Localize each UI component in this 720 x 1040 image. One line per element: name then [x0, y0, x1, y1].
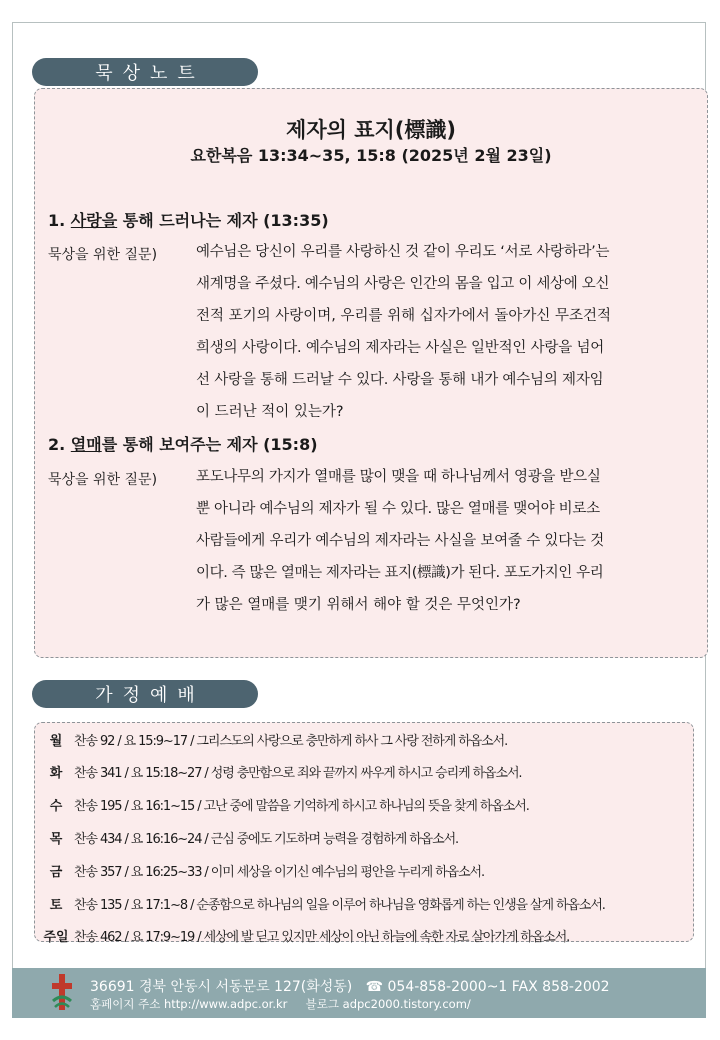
worship-row: [38, 730, 507, 749]
worship-day: 수: [49, 799, 63, 814]
church-address: 36691 경북 안동시 서동문로 127(화성동): [90, 979, 353, 995]
worship-text: 찬송 357 / 요 16:25~33 / 이미 세상을 이기신 예수님의 평안을 누리게 하옵소서.: [74, 865, 485, 880]
point-1-number: 1.: [48, 211, 66, 230]
paragraph-line: 예수님은 당신이 우리를 사랑하신 것 같이 우리도 ‘서로 사랑하라’는: [196, 244, 610, 260]
point-1-title-rest: 통해 드러나는 제자 (13:35): [117, 211, 329, 230]
worship-row: [38, 762, 521, 781]
point-2-keyword: 열매: [70, 435, 102, 454]
worship-row: [38, 861, 484, 880]
worship-row: [38, 795, 529, 814]
worship-section-header: [32, 680, 258, 708]
worship-text: 찬송 195 / 요 16:1~15 / 고난 중에 말씀을 기억하게 하시고 하나님의 뜻을 찾게 하옵소서.: [74, 799, 529, 814]
footer-web-line: [90, 996, 471, 1012]
meditation-header-label: 묵상노트: [95, 63, 205, 84]
point-2-number: 2.: [48, 435, 66, 454]
worship-text: 찬송 341 / 요 15:18~27 / 성령 충만함으로 죄와 끝까지 싸우게 하시고 승리케 하옵소서.: [74, 766, 522, 781]
paragraph-line: 선 사랑을 통해 드러날 수 있다. 사랑을 통해 내가 예수님의 제자임: [196, 372, 604, 388]
worship-row: [38, 926, 569, 945]
scripture-reference: 요한복음 13:34~35, 15:8 (2025년 2월 23일): [190, 146, 552, 165]
worship-text: 찬송 434 / 요 16:16~24 / 근심 중에도 기도하며 능력을 경험하게 하옵소서.: [74, 832, 459, 847]
point-2-paragraph: [196, 467, 692, 627]
worship-row: [38, 894, 605, 913]
church-phone: ☎ 054-858-2000~1 FAX 858-2002: [365, 979, 610, 995]
worship-header-label: 가정예배: [95, 685, 205, 706]
worship-day: 화: [49, 766, 63, 781]
worship-day: 주일: [43, 930, 69, 945]
homepage-link[interactable]: 홈페이지 주소 http://www.adpc.or.kr: [90, 997, 288, 1011]
point-2-question-label: 묵상을 위한 질문): [48, 472, 158, 488]
point-1-keyword: 사랑을: [70, 211, 118, 230]
paragraph-line: 가 많은 열매를 맺기 위해서 해야 할 것은 무엇인가?: [196, 597, 521, 613]
sermon-title: 제자의 표지(標識): [286, 118, 456, 142]
paragraph-line: 사람들에게 우리가 예수님의 제자라는 사실을 보여줄 수 있다는 것: [196, 533, 605, 549]
worship-day: 토: [49, 898, 63, 913]
worship-day: 월: [49, 734, 63, 749]
worship-text: 찬송 135 / 요 17:1~8 / 순종함으로 하나님의 일을 이루어 하나님을 영화롭게 하는 인생을 살게 하옵소서.: [74, 898, 605, 913]
paragraph-line: 뿐 아니라 예수님의 제자가 될 수 있다. 많은 열매를 맺어야 비로소: [196, 501, 600, 517]
point-1-heading: [48, 208, 329, 231]
meditation-section-header: [32, 58, 258, 86]
paragraph-line: 포도나무의 가지가 열매를 많이 맺을 때 하나님께서 영광을 받으실: [196, 469, 601, 485]
point-1-paragraph: [196, 242, 692, 434]
point-2-title-rest: 를 통해 보여주는 제자 (15:8): [101, 435, 318, 454]
paragraph-line: 전적 포기의 사랑이며, 우리를 위해 십자가에서 돌아가신 무조건적: [196, 308, 612, 324]
worship-day: 목: [49, 832, 63, 847]
church-cross-logo-icon: [50, 973, 74, 1013]
point-2-heading: [48, 432, 318, 455]
blog-link[interactable]: 블로그 adpc2000.tistory.com/: [305, 997, 471, 1011]
worship-row: [38, 828, 458, 847]
worship-day: 금: [49, 865, 63, 880]
paragraph-line: 희생의 사랑이다. 예수님의 제자라는 사실은 일반적인 사랑을 넘어: [196, 340, 605, 356]
paragraph-line: 이 드러난 적이 있는가?: [196, 404, 344, 420]
paragraph-line: 이다. 즉 많은 열매는 제자라는 표지(標識)가 된다. 포도가지인 우리: [196, 565, 604, 581]
paragraph-line: 새계명을 주셨다. 예수님의 사랑은 인간의 몸을 입고 이 세상에 오신: [196, 276, 610, 292]
worship-text: 찬송 92 / 요 15:9~17 / 그리스도의 사랑으로 충만하게 하사 그 사랑 전하게 하옵소서.: [74, 734, 508, 749]
point-1-question-label: 묵상을 위한 질문): [48, 247, 158, 263]
footer-address-line: [90, 976, 610, 996]
worship-text: 찬송 462 / 요 17:9~19 / 세상에 발 딛고 있지만 세상이 아닌 하늘에 속한 자로 살아가게 하옵소서.: [74, 930, 570, 945]
